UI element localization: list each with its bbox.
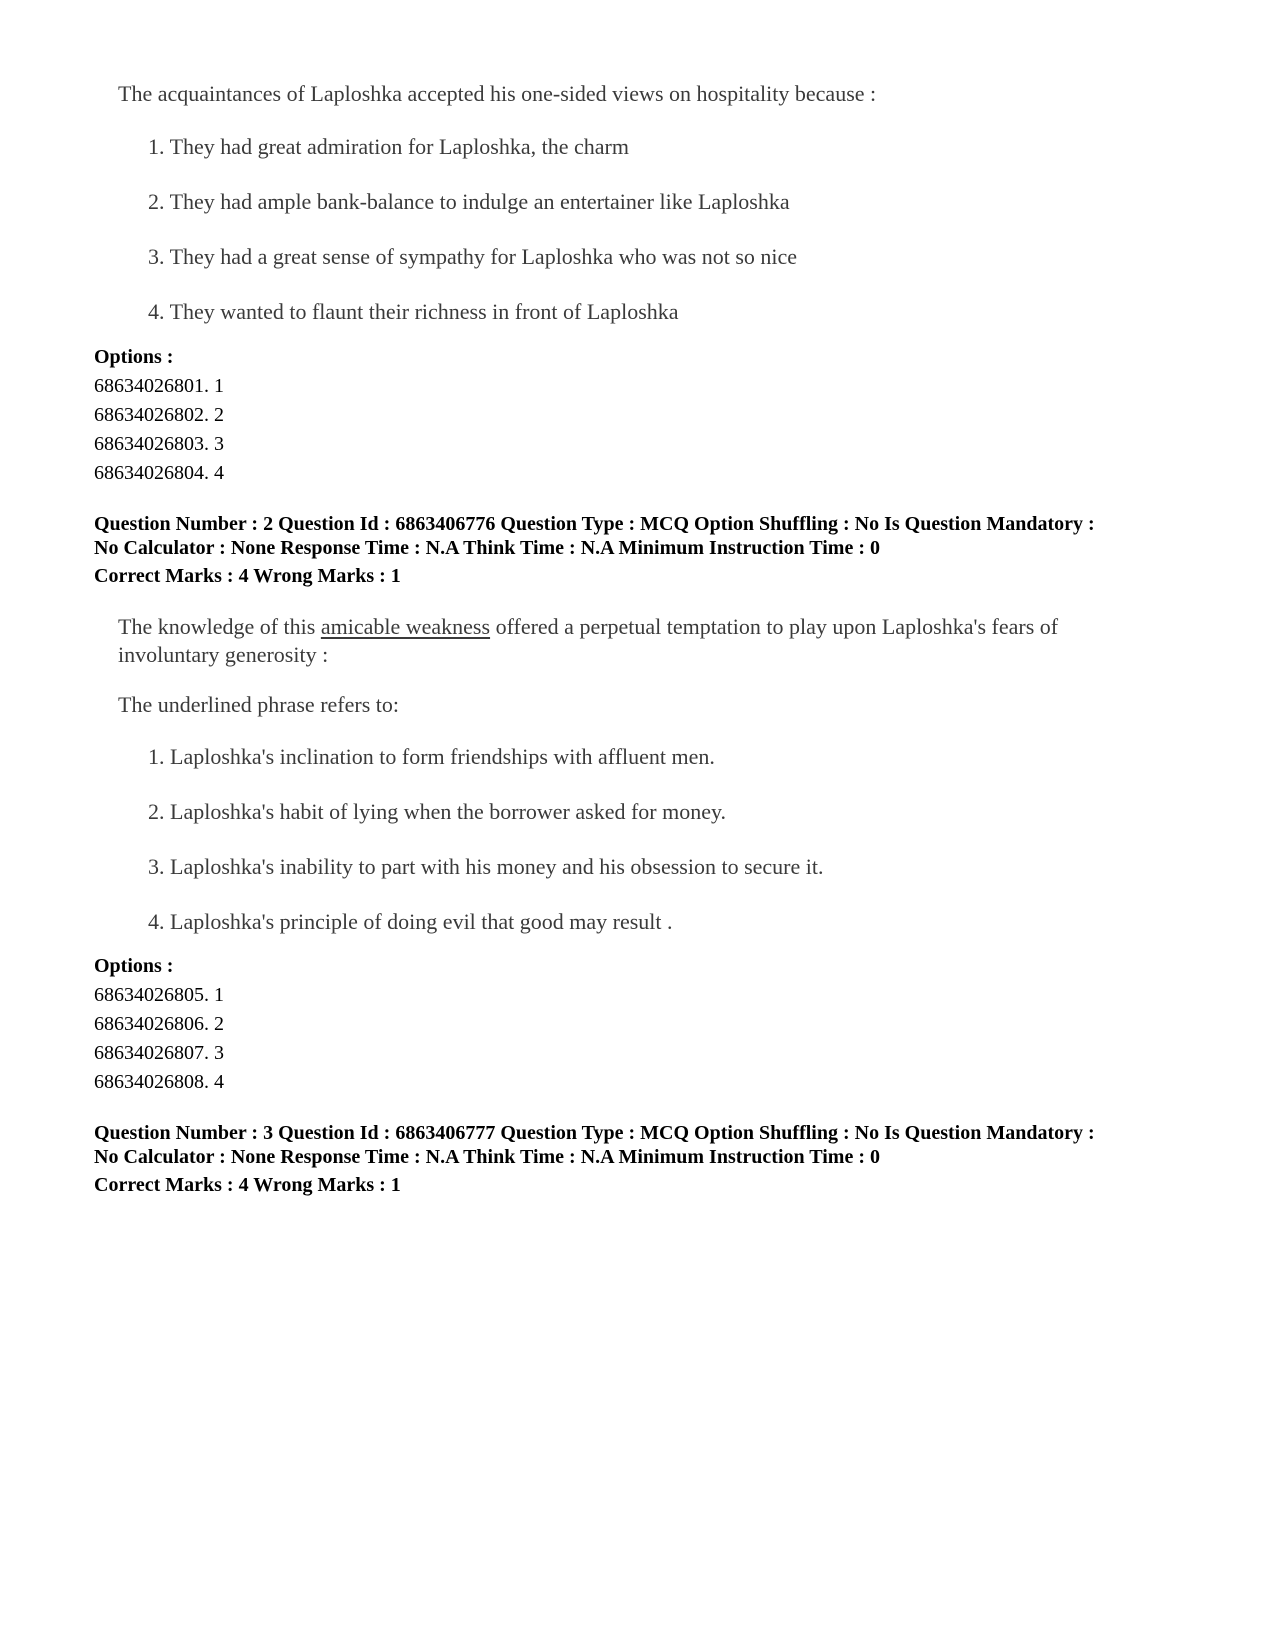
underlined-phrase: amicable weakness [320,614,491,639]
choice-item: 3. Laploshka's inability to part with his money and his obsession to secure it. [148,854,824,879]
options-label: Options : [94,346,174,368]
question-2-options [94,952,1204,1097]
question-1-stem: The acquaintances of Laploshka accepted his one-sided views on hospitality because : [118,81,877,106]
question-2-header-line-2: No Calculator : None Response Time : N.A Think Time : N.A Minimum Instruction Time : 0 [94,537,880,559]
question-2-image [118,613,1178,963]
option-item: 68634026808. 4 [94,1071,224,1093]
option-item: 68634026801. 1 [94,375,224,397]
option-item: 68634026806. 2 [94,1013,224,1035]
question-2-sub-stem: The underlined phrase refers to: [118,692,399,717]
question-2-header [94,512,1204,588]
question-3-header [94,1121,1204,1197]
question-1-image [118,80,1178,353]
option-item: 68634026805. 1 [94,984,224,1006]
option-item: 68634026807. 3 [94,1042,224,1064]
option-item: 68634026802. 2 [94,404,224,426]
option-item: 68634026803. 3 [94,433,224,455]
choice-item: 2. They had ample bank-balance to indulge an entertainer like Laploshka [148,189,790,214]
question-2-stem [118,613,1118,669]
choice-item: 4. Laploshka's principle of doing evil that good may result . [148,909,673,934]
choice-item: 3. They had a great sense of sympathy for Laploshka who was not so nice [148,244,798,269]
question-3-header-line-2: No Calculator : None Response Time : N.A Think Time : N.A Minimum Instruction Time : 0 [94,1146,880,1168]
question-1-choices [118,133,1178,353]
choice-item: 1. Laploshka's inclination to form friendships with affluent men. [148,744,715,769]
choice-item: 4. They wanted to flaunt their richness in front of Laploshka [148,299,679,324]
question-3-header-line-1: Question Number : 3 Question Id : 6863406777 Question Type : MCQ Option Shuffling : No Is Question Mandatory : [94,1122,1095,1144]
question-2-stem-after: offered a perpetual temptation to play upon Laploshka's fears of involuntary generosity : [118,614,1059,667]
question-2-marks: Correct Marks : 4 Wrong Marks : 1 [94,565,401,587]
choice-item: 2. Laploshka's habit of lying when the borrower asked for money. [148,799,727,824]
question-2-stem-before: The knowledge of this [118,614,321,639]
option-item: 68634026804. 4 [94,462,224,484]
question-3-marks: Correct Marks : 4 Wrong Marks : 1 [94,1174,401,1196]
choice-item: 1. They had great admiration for Laploshka, the charm [148,134,629,159]
options-label: Options : [94,955,174,977]
question-2-choices [118,743,1178,963]
question-1-options [94,343,1204,488]
question-2-header-line-1: Question Number : 2 Question Id : 6863406776 Question Type : MCQ Option Shuffling : No Is Question Mandatory : [94,513,1095,535]
